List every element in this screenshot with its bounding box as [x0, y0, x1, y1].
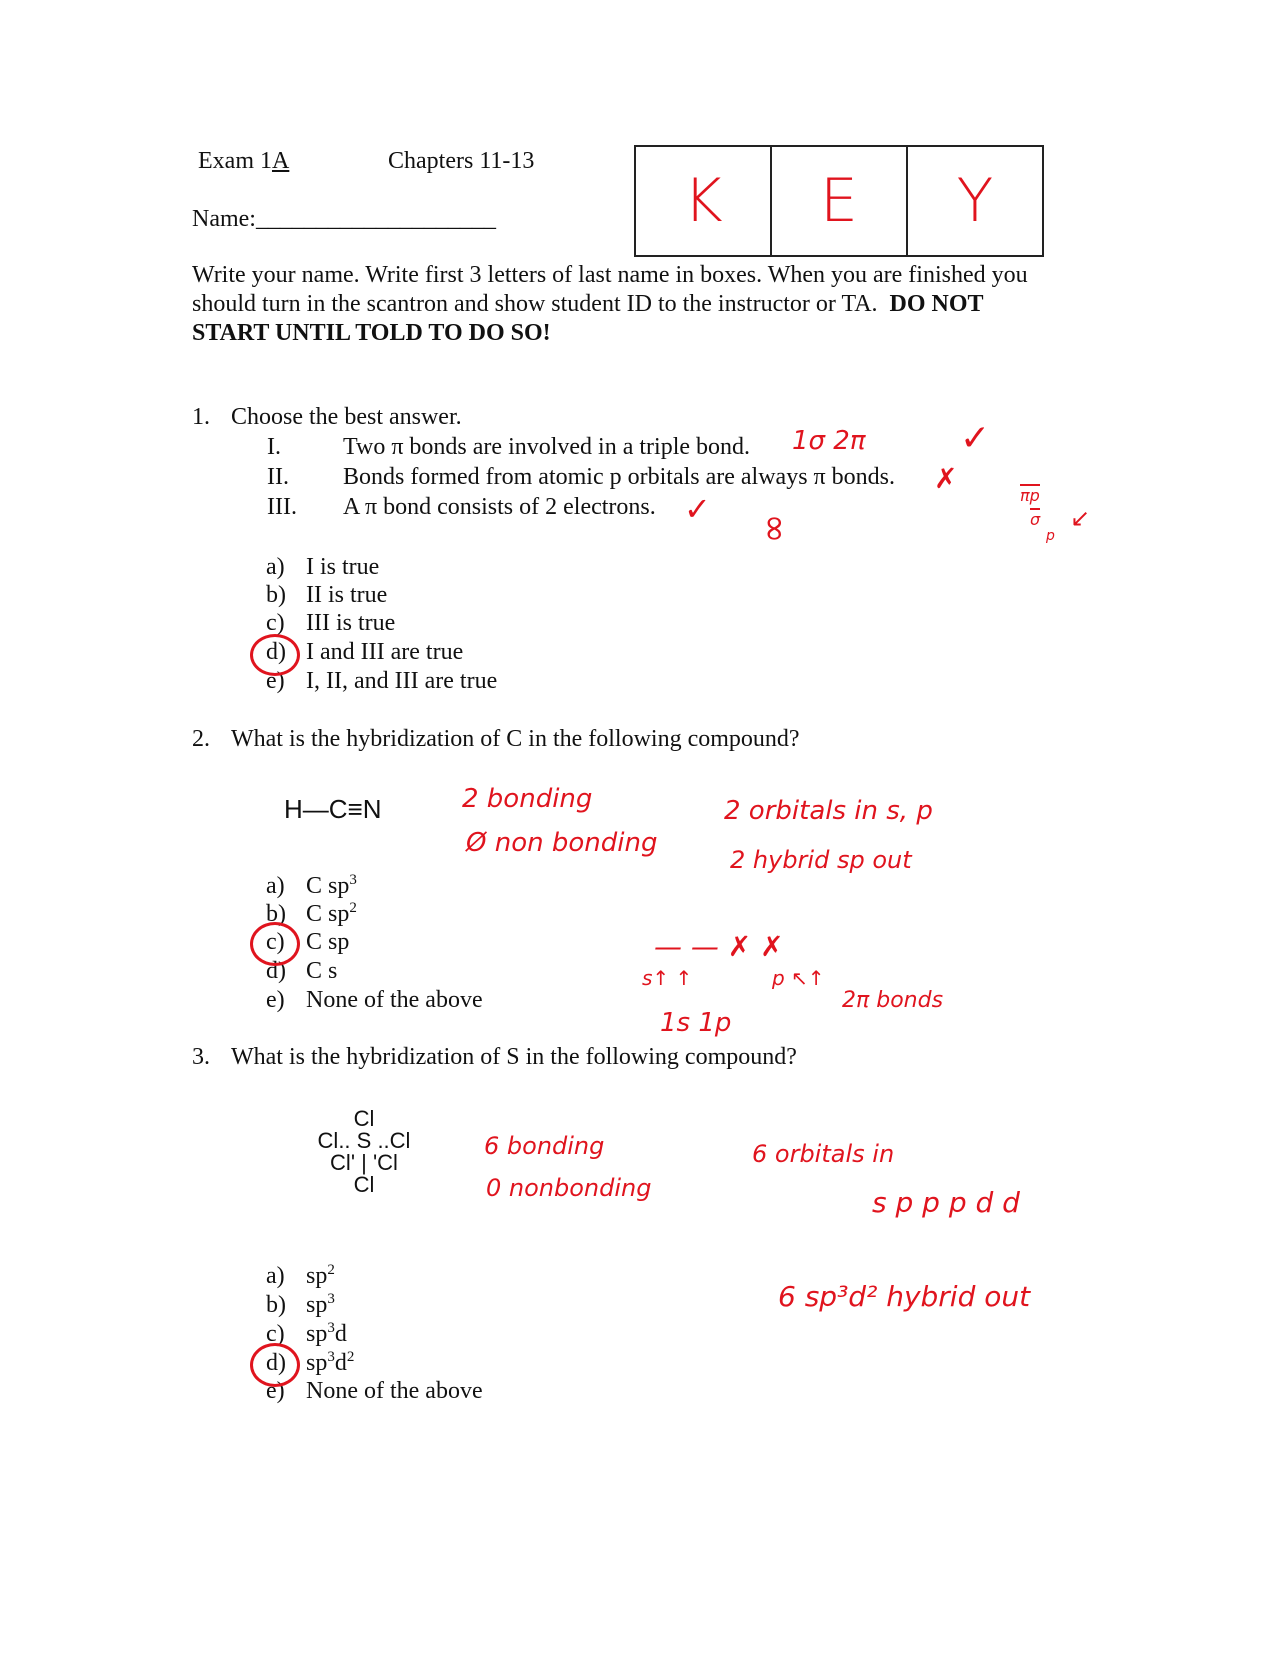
q3-molecule-row-1: Cl.. S ..Cl — [317, 1128, 411, 1153]
exam-version: A — [271, 148, 290, 174]
q1-note-arrow: ↙ — [1070, 504, 1091, 532]
instructions-line-3: START UNTIL TOLD TO DO SO! — [192, 320, 551, 346]
q2-number: 2. — [192, 726, 210, 752]
option-text: III is true — [306, 610, 396, 636]
q1-statement-3: A π bond consists of 2 electrons. — [343, 494, 656, 520]
q2-note-diagram-sp: 1s 1p — [660, 1008, 732, 1038]
option-text: C s — [306, 958, 338, 984]
option-letter: d) — [266, 958, 286, 984]
q3-note-orbital-list: s p p p d d — [872, 1186, 1020, 1219]
q2-option-a[interactable] — [266, 872, 357, 900]
q3-note-nonbonding: 0 nonbonding — [486, 1174, 652, 1202]
name-label-text: Name: — [192, 206, 256, 232]
option-text: C sp — [306, 929, 350, 955]
option-letter: c) — [266, 929, 285, 955]
option-text: None of the above — [306, 987, 483, 1013]
do-not-text: DO NOT — [889, 291, 984, 317]
exam-prefix: Exam 1 — [198, 148, 272, 174]
option-text: sp — [306, 1321, 328, 1347]
option-superscript: 2 — [327, 1262, 335, 1278]
option-text: I, II, and III are true — [306, 668, 498, 694]
q2-prompt: What is the hybridization of C in the following compound? — [231, 726, 800, 752]
option-letter: e) — [266, 987, 285, 1013]
q2-answer-circle — [250, 922, 300, 966]
name-label — [192, 206, 496, 233]
q1-note-side-sigma: σ — [1030, 510, 1041, 529]
option-letter: b) — [266, 582, 286, 608]
option-letter: e) — [266, 668, 285, 694]
q3-molecule-row-2: Cl' | 'Cl — [330, 1150, 398, 1175]
q1-option-c[interactable] — [266, 610, 395, 637]
q2-option-e[interactable] — [266, 987, 483, 1014]
option-letter: a) — [266, 873, 285, 899]
q1-option-b[interactable] — [266, 582, 387, 609]
option-text-d: d — [334, 1350, 347, 1376]
q3-molecule — [300, 1108, 428, 1196]
q1-note-check-1: ✓ — [960, 418, 991, 459]
option-letter: a) — [266, 554, 285, 580]
option-letter: a) — [266, 1263, 285, 1289]
q3-prompt: What is the hybridization of S in the following compound? — [231, 1044, 797, 1070]
q2-note-hybrid-out: 2 hybrid sp out — [730, 846, 912, 874]
exam-title — [198, 148, 289, 175]
q2-note-diagram-top: — — ✗ ✗ — [654, 930, 784, 963]
q2-note-orbitals-in: 2 orbitals in s, p — [724, 796, 933, 826]
option-text: C sp — [306, 873, 350, 899]
option-letter: b) — [266, 1292, 286, 1318]
option-superscript: 3 — [327, 1320, 335, 1336]
q3-option-b[interactable] — [266, 1291, 335, 1319]
q1-prompt: Choose the best answer. — [231, 404, 462, 430]
key-box-1[interactable]: K — [636, 147, 772, 255]
option-text: sp — [306, 1350, 328, 1376]
q1-option-e[interactable] — [266, 668, 497, 695]
q1-note-check-3: ✓ — [684, 490, 711, 528]
q2-note-diagram-s: s↑ ↑ — [642, 966, 693, 990]
q1-statement-3-numeral: III. — [267, 494, 297, 520]
q1-statement-2: Bonds formed from atomic p orbitals are always π bonds. — [343, 464, 895, 490]
q1-note-orbital: ∞ — [754, 513, 796, 544]
option-superscript: 3 — [327, 1291, 335, 1307]
option-superscript: 2 — [349, 900, 357, 916]
option-text: None of the above — [306, 1378, 483, 1404]
option-text: C sp — [306, 901, 350, 927]
option-text: I is true — [306, 554, 380, 580]
option-superscript: 3 — [349, 872, 357, 888]
q1-statement-1-numeral: I. — [267, 434, 281, 460]
option-letter: c) — [266, 610, 285, 636]
q1-note-side-pi: πp — [1020, 486, 1040, 505]
q3-option-a[interactable] — [266, 1262, 335, 1290]
q3-note-orbitals-in: 6 orbitals in — [752, 1140, 895, 1168]
option-letter: c) — [266, 1321, 285, 1347]
q1-answer-circle — [250, 634, 300, 676]
option-superscript-2: 2 — [346, 1349, 355, 1365]
q3-number: 3. — [192, 1044, 210, 1070]
instructions-line-2-text: should turn in the scantron and show student ID to the instructor or TA. — [192, 291, 878, 317]
q3-molecule-top: Cl — [353, 1106, 375, 1131]
q2-note-bonding: 2 bonding — [462, 784, 593, 814]
q3-answer-circle — [250, 1343, 300, 1387]
q1-note-side-p: p — [1046, 528, 1055, 544]
option-letter: d) — [266, 639, 286, 665]
q2-note-nonbonding: Ø non bonding — [466, 828, 658, 858]
option-text: I and III are true — [306, 639, 464, 665]
option-text: sp — [306, 1263, 328, 1289]
q2-note-diagram-p: p ↖↑ — [772, 966, 825, 990]
q2-molecule: H—C≡N — [284, 794, 382, 824]
option-text: II is true — [306, 582, 388, 608]
key-box-3[interactable]: Y — [956, 166, 994, 236]
q1-note-cross: ✗ — [934, 462, 958, 495]
q1-option-a[interactable] — [266, 554, 379, 581]
name-line[interactable]: ____________________ — [255, 206, 496, 232]
chapters-label: Chapters 11-13 — [388, 148, 535, 174]
q1-note-sigma-pi: 1σ 2π — [792, 426, 866, 456]
q1-statement-1: Two π bonds are involved in a triple bond. — [343, 434, 751, 460]
instructions-line-2 — [192, 291, 984, 318]
q2-note-pi-bonds: 2π bonds — [842, 988, 944, 1013]
option-letter: d) — [266, 1350, 286, 1376]
q3-note-hybrid-out: 6 sp³d² hybrid out — [778, 1280, 1031, 1313]
option-superscript: 3 — [327, 1349, 335, 1365]
q1-statement-2-numeral: II. — [267, 464, 289, 490]
q3-molecule-bottom: Cl — [353, 1172, 375, 1197]
q3-option-e[interactable] — [266, 1378, 483, 1405]
key-boxes — [634, 145, 1044, 257]
option-text-d: d — [334, 1321, 347, 1347]
instructions-line-1: Write your name. Write first 3 letters of last name in boxes. When you are finished you — [192, 262, 1028, 288]
q3-note-bonding: 6 bonding — [484, 1132, 605, 1160]
q1-number: 1. — [192, 404, 210, 430]
option-letter: b) — [266, 901, 286, 927]
option-letter: e) — [266, 1378, 285, 1404]
key-box-2[interactable]: E — [772, 147, 908, 255]
option-text: sp — [306, 1292, 328, 1318]
